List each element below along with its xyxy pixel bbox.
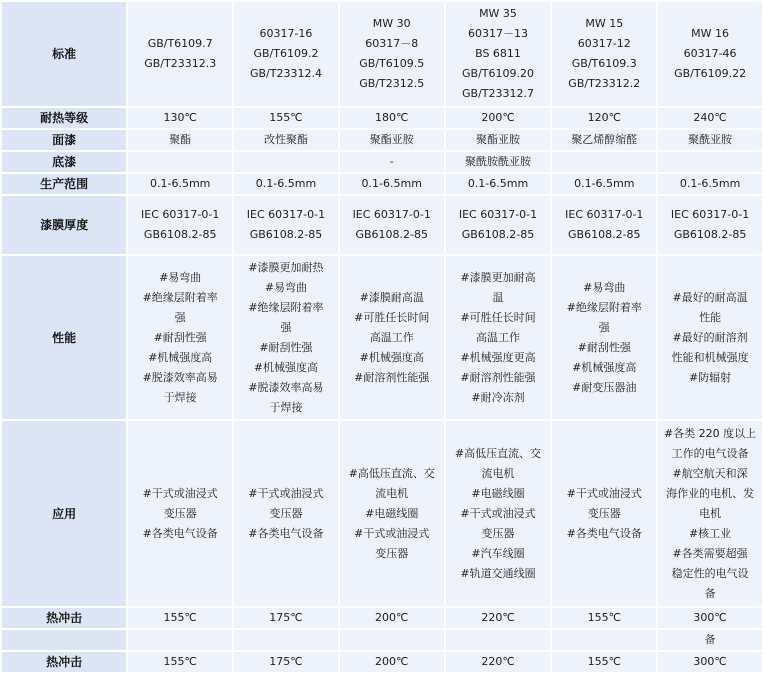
cell-text: 300℃	[693, 655, 727, 668]
row-header: 耐热等级	[2, 108, 126, 128]
spec-cell	[234, 2, 338, 106]
cell-text: 变压器	[163, 506, 197, 520]
cell-text: #最好的耐溶剂	[672, 330, 748, 344]
cell-text: 聚乙烯醇缩醛	[571, 133, 638, 146]
cell-text: #各类需要超强	[672, 546, 748, 560]
cell-text: #漆膜更加耐热	[248, 260, 324, 274]
spec-cell	[658, 130, 762, 150]
cell-text: #耐溶剂性能强	[354, 370, 430, 384]
cell-text: #机械强度高	[572, 360, 637, 374]
cell-text: GB6108.2-85	[461, 228, 535, 241]
cell-text: 155℃	[163, 655, 197, 668]
cell-text: 改性聚酯	[263, 133, 308, 146]
cell-text: GB6108.2-85	[568, 228, 641, 241]
cell-text: GB6108.2-85	[249, 228, 323, 241]
spec-cell	[658, 421, 762, 606]
cell-text: #机械强度高	[253, 360, 319, 374]
spec-cell	[552, 256, 656, 419]
spec-cell	[446, 174, 551, 194]
cell-text: GB/T6109.22	[674, 67, 747, 80]
spec-cell	[234, 256, 338, 419]
spec-row	[2, 152, 762, 172]
spec-cell	[128, 630, 232, 650]
cell-text: GB/T6109.5	[359, 57, 425, 70]
cell-text: 155℃	[163, 611, 197, 624]
row-header: 热冲击	[2, 608, 126, 628]
cell-text: #耐刮性强	[153, 330, 207, 344]
cell-text: IEC 60317-0-1	[565, 208, 644, 221]
cell-text: #航空航天和深	[672, 466, 748, 480]
spec-cell	[446, 108, 551, 128]
spec-cell	[128, 421, 232, 606]
cell-text: GB/T2312.5	[359, 77, 425, 90]
cell-text: MW 16	[691, 27, 730, 40]
cell-text: 变压器	[481, 526, 515, 540]
spec-cell	[658, 152, 762, 172]
row-header: 性能	[2, 256, 126, 419]
cell-text: 0.1-6.5mm	[574, 177, 635, 190]
spec-cell	[234, 108, 338, 128]
spec-cell	[234, 630, 338, 650]
cell-text: 稳定性的电气设	[671, 566, 749, 580]
row-header	[2, 630, 126, 650]
cell-text: #高低压直流、交	[454, 446, 542, 460]
cell-text: GB/T6109.7	[147, 37, 213, 50]
cell-text: 300℃	[693, 611, 727, 624]
cell-text: 0.1-6.5mm	[361, 177, 422, 190]
cell-text: #各类电气设备	[566, 526, 642, 540]
spec-row	[2, 421, 762, 606]
spec-cell	[234, 174, 338, 194]
spec-cell	[552, 630, 656, 650]
spec-cell	[552, 608, 656, 628]
spec-cell	[446, 152, 551, 172]
cell-text: #脱漆效率高易	[142, 370, 218, 384]
cell-text: IEC 60317-0-1	[352, 208, 431, 221]
cell-text: GB6108.2-85	[143, 228, 217, 241]
spec-cell	[234, 152, 338, 172]
spec-row	[2, 108, 762, 128]
spec-cell	[446, 2, 551, 106]
cell-text: 变压器	[375, 546, 409, 560]
cell-text: 0.1-6.5mm	[679, 177, 741, 190]
cell-text: GB/T6109.3	[571, 57, 637, 70]
cell-text: 聚酯亚胺	[476, 133, 520, 146]
cell-text: #漆膜耐高温	[359, 290, 424, 304]
cell-text: GB/T23312.4	[249, 67, 322, 80]
spec-cell	[340, 630, 444, 650]
cell-text: #可胜任长时间	[354, 310, 430, 324]
cell-text: 60317－13	[468, 27, 528, 40]
spec-cell	[446, 630, 551, 650]
cell-text: 变压器	[269, 506, 303, 520]
cell-text: 155℃	[587, 611, 621, 624]
cell-text: #高低压直流、交	[348, 466, 435, 480]
spec-cell	[234, 196, 338, 254]
spec-cell	[552, 152, 656, 172]
spec-cell	[234, 608, 338, 628]
spec-cell	[234, 130, 338, 150]
cell-text: #耐刮性强	[577, 340, 631, 354]
spec-cell	[552, 652, 656, 672]
cell-text: 180℃	[375, 111, 409, 124]
spec-cell	[446, 652, 551, 672]
cell-text: #干式或油浸式	[142, 486, 218, 500]
cell-text: 备	[704, 633, 716, 646]
cell-text: 高温工作	[476, 330, 520, 344]
spec-table-body	[2, 2, 762, 672]
cell-text: 于焊接	[163, 390, 197, 404]
spec-cell	[128, 256, 232, 419]
spec-cell	[340, 152, 444, 172]
spec-cell	[552, 130, 656, 150]
cell-text: IEC 60317-0-1	[458, 208, 538, 221]
spec-cell	[658, 196, 762, 254]
spec-cell	[234, 652, 338, 672]
cell-text: MW 15	[585, 17, 624, 30]
spec-cell	[234, 421, 338, 606]
spec-cell	[128, 196, 232, 254]
spec-cell	[658, 608, 762, 628]
cell-text: #干式或油浸式	[248, 486, 324, 500]
spec-cell	[552, 421, 656, 606]
spec-cell	[340, 174, 444, 194]
spec-row	[2, 196, 762, 254]
spec-row	[2, 608, 762, 628]
cell-text: 电机	[699, 506, 722, 520]
cell-text: #漆膜更加耐高	[460, 270, 536, 284]
cell-text: #机械强度高	[359, 350, 424, 364]
cell-text: #各类电气设备	[248, 526, 324, 540]
cell-text: #可胜任长时间	[460, 310, 536, 324]
cell-text: #机械强度更高	[460, 350, 536, 364]
spec-row	[2, 630, 762, 650]
row-header: 面漆	[2, 130, 126, 150]
row-header: 底漆	[2, 152, 126, 172]
row-header: 标准	[2, 2, 126, 106]
spec-cell	[658, 630, 762, 650]
cell-text: 0.1-6.5mm	[150, 177, 211, 190]
spec-cell	[340, 652, 444, 672]
cell-text: 120℃	[587, 111, 621, 124]
cell-text: #电磁线圈	[365, 506, 419, 520]
row-header: 应用	[2, 421, 126, 606]
cell-text: 强	[280, 320, 292, 334]
cell-text: 强	[174, 310, 186, 324]
cell-text: 聚酯亚胺	[369, 133, 414, 146]
cell-text: #最好的耐高温	[672, 290, 748, 304]
cell-text: GB/T23312.7	[462, 87, 534, 100]
cell-text: #干式或油浸式	[354, 526, 430, 540]
spec-cell	[658, 2, 762, 106]
cell-text: 强	[598, 320, 610, 334]
cell-text: #耐溶剂性能强	[460, 370, 536, 384]
cell-text: -	[389, 155, 394, 168]
spec-row	[2, 174, 762, 194]
spec-cell	[658, 108, 762, 128]
cell-text: 聚酰亚胺	[688, 133, 733, 146]
cell-text: 60317-16	[259, 27, 313, 40]
spec-cell	[446, 421, 551, 606]
spec-cell	[340, 2, 444, 106]
cell-text: #核工业	[688, 526, 732, 540]
spec-cell	[128, 174, 232, 194]
cell-text: #各类电气设备	[142, 526, 218, 540]
row-header: 漆膜厚度	[2, 196, 126, 254]
spec-cell	[128, 130, 232, 150]
cell-text: IEC 60317-0-1	[246, 208, 326, 221]
cell-text: BS 6811	[475, 47, 521, 60]
spec-cell	[128, 652, 232, 672]
cell-text: #各类 220 度以上	[663, 426, 757, 440]
spec-cell	[446, 130, 551, 150]
spec-cell	[658, 652, 762, 672]
cell-text: 性能	[699, 310, 722, 324]
cell-text: #脱漆效率高易	[248, 380, 324, 394]
cell-text: 0.1-6.5mm	[467, 177, 529, 190]
cell-text: 聚酯	[169, 133, 192, 146]
cell-text: #干式或油浸式	[566, 486, 642, 500]
cell-text: 175℃	[269, 611, 303, 624]
spec-cell	[128, 152, 232, 172]
cell-text: #耐冷冻剂	[471, 390, 525, 404]
spec-cell	[340, 256, 444, 419]
spec-cell	[340, 421, 444, 606]
spec-cell	[446, 256, 551, 419]
spec-row	[2, 2, 762, 106]
spec-cell	[340, 130, 444, 150]
cell-text: 220℃	[481, 655, 515, 668]
spec-cell	[658, 256, 762, 419]
spec-cell	[446, 196, 551, 254]
spec-row	[2, 130, 762, 150]
cell-text: GB/T6109.2	[253, 47, 319, 60]
cell-text: 流电机	[481, 466, 515, 480]
cell-text: #绝缘层附着率	[248, 300, 324, 314]
cell-text: 备	[704, 586, 716, 600]
cell-text: 220℃	[481, 611, 515, 624]
cell-text: MW 35	[479, 7, 517, 20]
cell-text: #易弯曲	[159, 270, 202, 284]
cell-text: #干式或油浸式	[460, 506, 536, 520]
spec-cell	[552, 2, 656, 106]
cell-text: 流电机	[375, 486, 409, 500]
cell-text: 200℃	[375, 611, 409, 624]
cell-text: 高温工作	[369, 330, 414, 344]
cell-text: 200℃	[375, 655, 409, 668]
spec-cell	[128, 2, 232, 106]
cell-text: #机械强度高	[148, 350, 213, 364]
cell-text: 155℃	[587, 655, 621, 668]
spec-cell	[552, 108, 656, 128]
cell-text: #易弯曲	[264, 280, 308, 294]
cell-text: GB6108.2-85	[355, 228, 428, 241]
cell-text: 155℃	[269, 111, 303, 124]
cell-text: #绝缘层附着率	[142, 290, 218, 304]
cell-text: 60317－8	[365, 37, 419, 50]
spec-cell	[446, 608, 551, 628]
cell-text: GB6108.2-85	[673, 228, 747, 241]
spec-row	[2, 256, 762, 419]
cell-text: MW 30	[372, 17, 411, 30]
cell-text: 130℃	[163, 111, 197, 124]
cell-text: 175℃	[269, 655, 303, 668]
cell-text: #绝缘层附着率	[566, 300, 642, 314]
spec-cell	[340, 608, 444, 628]
row-header: 生产范围	[2, 174, 126, 194]
cell-text: 200℃	[481, 111, 515, 124]
cell-text: 温	[492, 290, 504, 304]
spec-cell	[128, 608, 232, 628]
cell-text: IEC 60317-0-1	[141, 208, 220, 221]
cell-text: 变压器	[587, 506, 621, 520]
spec-cell	[552, 196, 656, 254]
cell-text: 性能和机械强度	[671, 350, 749, 364]
spec-cell	[658, 174, 762, 194]
spec-cell	[340, 108, 444, 128]
cell-text: 60317-46	[683, 47, 737, 60]
cell-text: 240℃	[693, 111, 727, 124]
cell-text: #电磁线圈	[471, 486, 525, 500]
cell-text: #防辐射	[688, 370, 732, 384]
cell-text: 于焊接	[269, 400, 303, 414]
spec-cell	[552, 174, 656, 194]
spec-row	[2, 652, 762, 672]
cell-text: #轨道交通线圈	[460, 566, 536, 580]
cell-text: 0.1-6.5mm	[255, 177, 317, 190]
cell-text: 工作的电气设备	[671, 446, 749, 460]
cell-text: GB/T23312.3	[144, 57, 217, 70]
spec-cell	[128, 108, 232, 128]
spec-cell	[340, 196, 444, 254]
cell-text: #汽车线圈	[471, 546, 525, 560]
cell-text: IEC 60317-0-1	[670, 208, 750, 221]
cell-text: 聚酰胺酰亚胺	[465, 155, 531, 168]
cell-text: GB/T23312.2	[568, 77, 641, 90]
cell-text: #耐变压器油	[572, 380, 637, 394]
cell-text: 海作业的电机、发	[666, 486, 755, 500]
cell-text: 60317-12	[577, 37, 631, 50]
cell-text: #易弯曲	[583, 280, 626, 294]
cell-text: GB/T6109.20	[462, 67, 534, 80]
cell-text: #耐刮性强	[259, 340, 313, 354]
row-header: 热冲击	[2, 652, 126, 672]
